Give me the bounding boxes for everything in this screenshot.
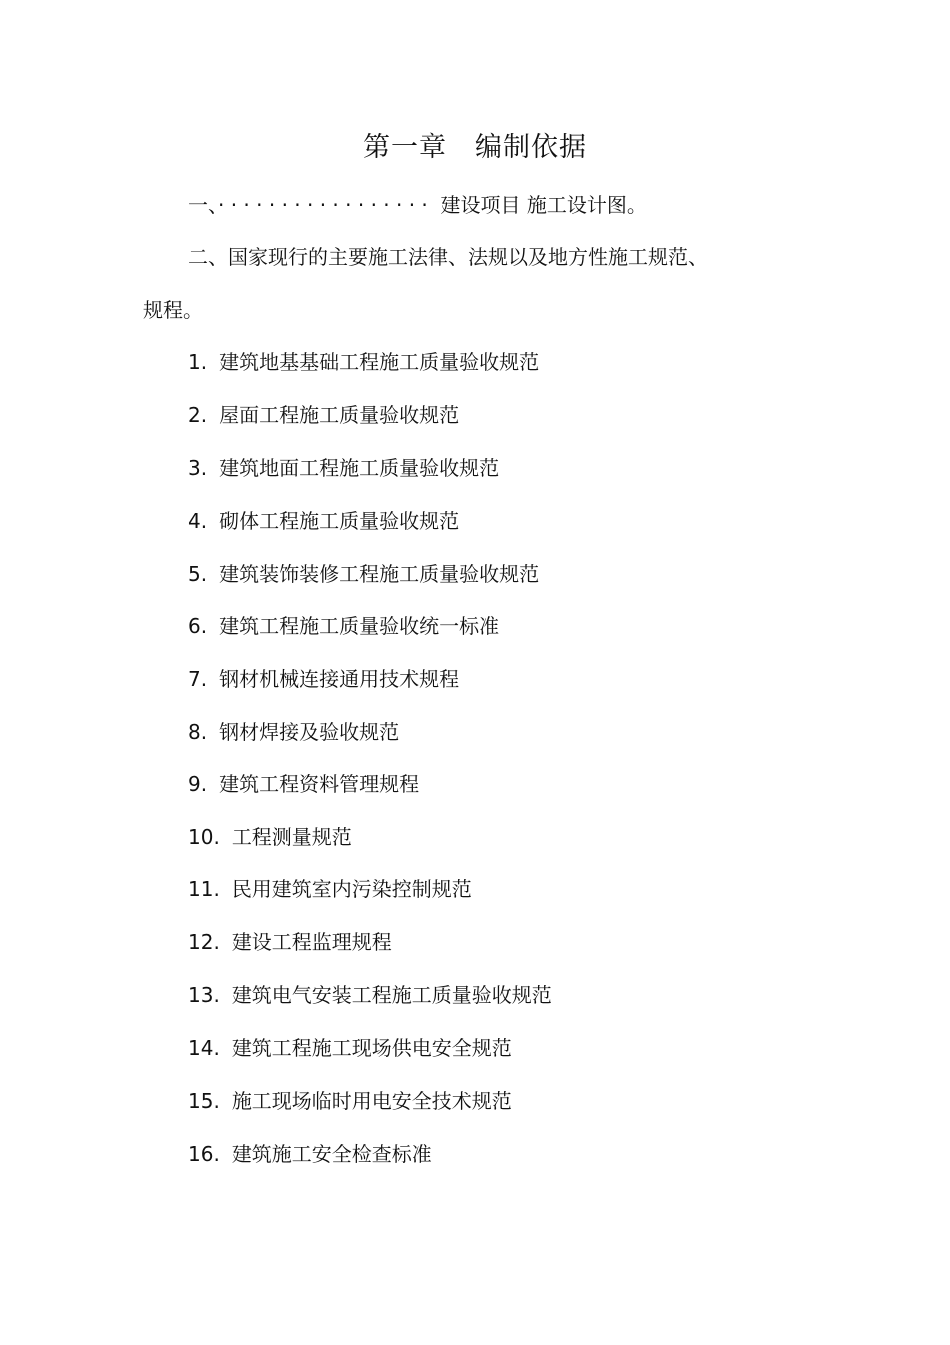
list-item-number: 11.: [188, 877, 220, 901]
list-item: [188, 664, 459, 694]
list-item-number: 12.: [188, 930, 220, 954]
list-item-text: 工程测量规范: [231, 825, 352, 849]
list-item: [188, 717, 399, 747]
list-item: [188, 1139, 432, 1169]
list-item: [188, 506, 459, 536]
list-item-text: 建设工程监理规程: [231, 930, 392, 954]
list-item: [188, 980, 552, 1010]
list-item-text: 屋面工程施工质量验收规范: [219, 403, 460, 427]
list-item: [188, 822, 352, 852]
list-item-text: 钢材机械连接通用技术规程: [219, 667, 460, 691]
list-item: [188, 347, 539, 377]
list-item-number: 13.: [188, 983, 220, 1007]
paragraph-regulations-line-2: 规程。: [143, 298, 203, 322]
paragraph-regulations-line-1: 二、国家现行的主要施工法律、法规以及地方性施工规范、: [188, 245, 708, 269]
list-item-text: 建筑地面工程施工质量验收规范: [219, 456, 500, 480]
list-item: [188, 400, 459, 430]
list-item-text: 建筑施工安全检查标准: [231, 1142, 432, 1166]
list-item-number: 3.: [188, 456, 208, 480]
paragraph-design-drawings: 一、· · · · · · · · · · · · · · · · · 建设项目 施工设计图。: [188, 193, 647, 217]
list-item: [188, 611, 499, 641]
list-item-number: 7.: [188, 667, 208, 691]
list-item-number: 6.: [188, 614, 208, 638]
list-item-number: 2.: [188, 403, 208, 427]
list-item-number: 14.: [188, 1036, 220, 1060]
list-item-number: 16.: [188, 1142, 220, 1166]
list-item-text: 建筑工程施工现场供电安全规范: [231, 1036, 512, 1060]
list-item-number: 10.: [188, 825, 220, 849]
list-item-number: 9.: [188, 772, 208, 796]
list-item: [188, 1033, 512, 1063]
list-item-number: 8.: [188, 720, 208, 744]
list-item-text: 钢材焊接及验收规范: [219, 720, 400, 744]
list-item-text: 建筑装饰装修工程施工质量验收规范: [219, 562, 540, 586]
list-item-text: 建筑电气安装工程施工质量验收规范: [231, 983, 552, 1007]
list-item: [188, 453, 499, 483]
list-item: [188, 559, 539, 589]
list-item-number: 1.: [188, 350, 208, 374]
list-item-number: 4.: [188, 509, 208, 533]
list-item-text: 民用建筑室内污染控制规范: [231, 877, 472, 901]
list-item-number: 15.: [188, 1089, 220, 1113]
chapter-title: 第一章 编制依据: [363, 132, 587, 163]
list-item: [188, 927, 392, 957]
list-item-number: 5.: [188, 562, 208, 586]
list-item-text: 建筑工程施工质量验收统一标准: [219, 614, 500, 638]
list-item: [188, 1086, 512, 1116]
list-item-text: 砌体工程施工质量验收规范: [219, 509, 460, 533]
list-item-text: 建筑工程资料管理规程: [219, 772, 420, 796]
list-item: [188, 769, 419, 799]
list-item: [188, 874, 472, 904]
list-item-text: 施工现场临时用电安全技术规范: [231, 1089, 512, 1113]
list-item-text: 建筑地基基础工程施工质量验收规范: [219, 350, 540, 374]
